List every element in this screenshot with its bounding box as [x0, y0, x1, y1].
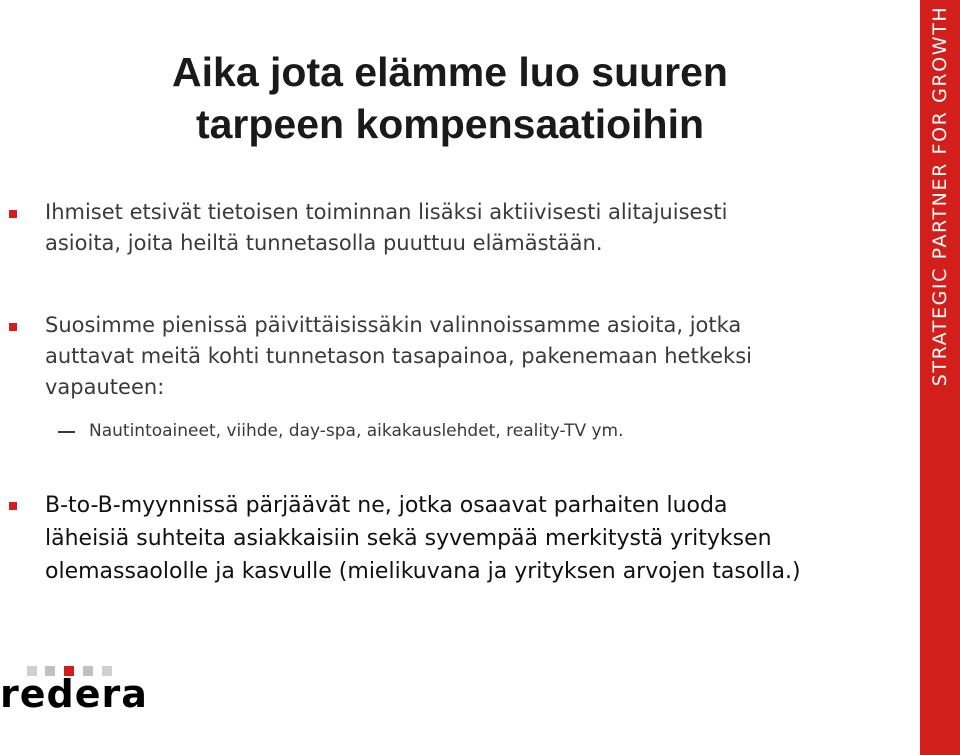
- bullet-marker-icon: [9, 323, 17, 331]
- bullet-2-line-3: vapauteen:: [45, 375, 165, 399]
- slide-title-line-2: tarpeen kompensaatioihin: [195, 101, 705, 147]
- redera-logo: [0, 660, 160, 720]
- bullet-3-line-2: läheisiä suhteita asiakkaisiin sekä syvempää merkitystä yrityksen: [45, 526, 772, 551]
- slide-title: [0, 46, 900, 150]
- bullet-marker-icon: [9, 502, 17, 510]
- bullet-2-line-2: auttavat meitä kohti tunnetason tasapainoa, pakenemaan hetkeksi: [45, 344, 752, 368]
- bullet-marker-icon: [9, 210, 17, 218]
- bullet-2: [45, 310, 895, 403]
- side-banner-text: STRATEGIC PARTNER FOR GROWTH: [929, 5, 951, 387]
- slide-title-line-1: Aika jota elämme luo suuren: [172, 49, 728, 95]
- bullet-3-line-3: olemassaololle ja kasvulle (mielikuvana ja yrityksen arvojen tasolla.): [45, 559, 801, 584]
- bullet-1-line-2: asioita, joita heiltä tunnetasolla puuttuu elämästään.: [45, 231, 603, 255]
- bullet-1-line-1: Ihmiset etsivät tietoisen toiminnan lisäksi aktiivisesti alitajuisesti: [45, 200, 728, 224]
- bullet-2-line-1: Suosimme pienissä päivittäisissäkin valinnoissamme asioita, jotka: [45, 313, 742, 337]
- sub-bullet: Nautintoaineet, viihde, day-spa, aikakauslehdet, reality-TV ym.: [89, 421, 624, 441]
- sub-bullet-dash-icon: [58, 431, 75, 433]
- bullet-3-line-1: B-to-B-myynnissä pärjäävät ne, jotka osaavat parhaiten luoda: [45, 493, 728, 518]
- logo-wordmark: redera: [0, 672, 148, 716]
- bullet-1: [45, 197, 895, 259]
- bullet-3: [45, 489, 895, 588]
